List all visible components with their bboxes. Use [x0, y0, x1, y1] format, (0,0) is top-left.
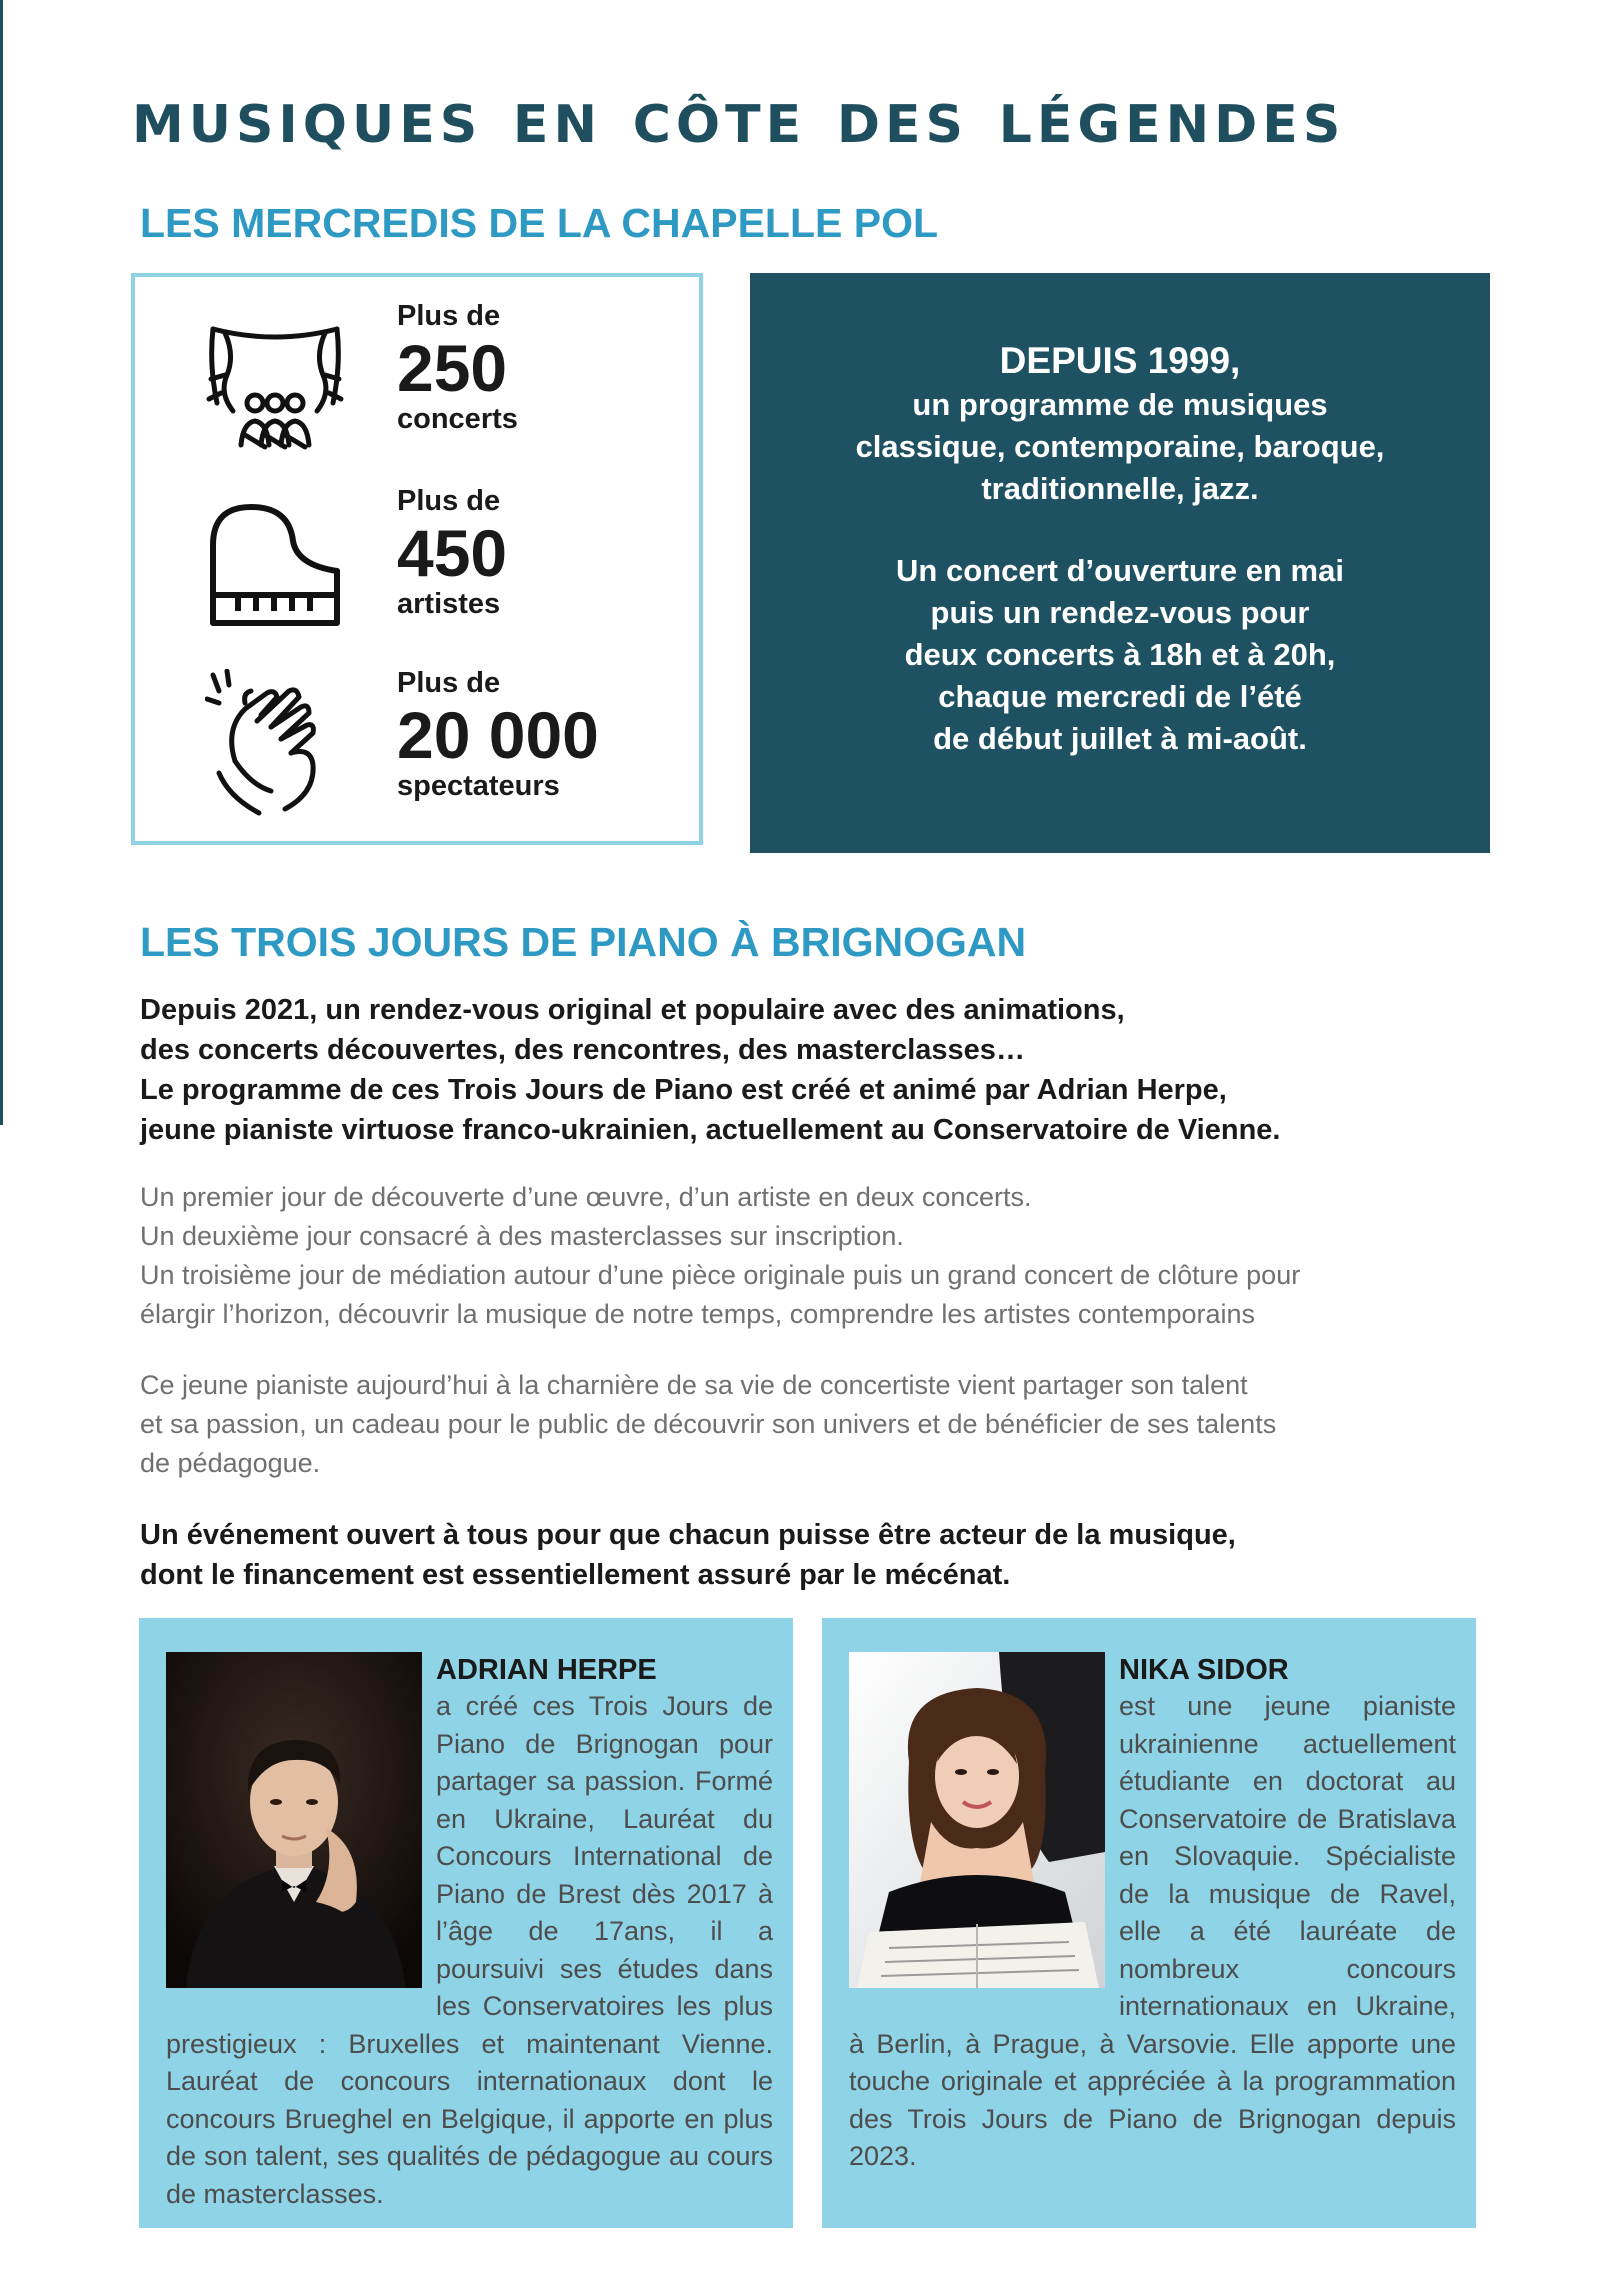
- stat-spectateurs: [397, 666, 599, 802]
- section-title-mercredis: LES MERCREDIS DE LA CHAPELLE POL: [140, 200, 939, 246]
- section-title-piano: LES TROIS JOURS DE PIANO À BRIGNOGAN: [140, 919, 1027, 965]
- days-paragraph: Un premier jour de découverte d’une œuvre, d’un artiste en deux concerts. Un deuxième jour consacré à des masterclasses sur inscription. Un troisième jour de médiation autour d’une pièce originale puis un grand concert de clôture pour élargir l’horizon, découvrir la musique de notre temps, comprendre les artistes contemporains: [140, 1182, 1301, 1329]
- nika-sidor-photo: [849, 1652, 1105, 1988]
- program-info-box: [750, 273, 1490, 853]
- adrian-herpe-photo: [166, 1652, 422, 1988]
- artist-card-adrian: [139, 1618, 793, 2228]
- left-edge-rule: [0, 0, 3, 1125]
- stats-box: [131, 273, 703, 845]
- stat-prefix: Plus de: [397, 300, 501, 332]
- artist-bio: a créé ces Trois Jours de Piano de Brignogan pour partager sa passion. Formé en Ukraine, Lauréat du Concours International de Piano de Brest dès 2017 à l’âge de 17ans, il a poursuivi ses études dans les Conservatoires les plus prestigieux : Bruxelles et maintenant Vienne. Lauréat de concours internationaux dont le concours Brueghel en Belgique, il apporte en plus de son talent, ses qualités de pédagogue au cours de masterclasses.: [166, 1691, 773, 2209]
- stat-artistes: [397, 484, 507, 620]
- stat-concerts: [397, 299, 518, 435]
- theater-stage-icon: [205, 315, 345, 455]
- program-schedule: Un concert d’ouverture en mai puis un rendez-vous pour deux concerts à 18h et à 20h, chaque mercredi de l’été de début juillet à mi-août.: [896, 553, 1344, 756]
- stat-value: 250: [397, 331, 508, 405]
- artist-card-nika: [822, 1618, 1476, 2228]
- pianist-paragraph: Ce jeune pianiste aujourd’hui à la charnière de sa vie de concertiste vient partager son talent et sa passion, un cadeau pour le public de découvrir son univers et de bénéficier de ses talents de pédagogue.: [140, 1370, 1277, 1478]
- page-title: musiques en côte des légendes: [132, 74, 1346, 160]
- program-genres: un programme de musiques classique, contemporaine, baroque, traditionnelle, jazz.: [855, 387, 1385, 506]
- stat-prefix: Plus de: [397, 485, 501, 517]
- stat-value: 20 000: [397, 698, 599, 772]
- stat-prefix: Plus de: [397, 667, 501, 699]
- grand-piano-icon: [205, 495, 345, 635]
- applause-hands-icon: [205, 669, 345, 819]
- open-event-paragraph: Un événement ouvert à tous pour que chacun puisse être acteur de la musique, dont le financement est essentiellement assuré par le mécénat.: [140, 1519, 1236, 1591]
- artist-name: ADRIAN HERPE: [436, 1654, 657, 1686]
- stat-value: 450: [397, 516, 508, 590]
- intro-paragraph: Depuis 2021, un rendez-vous original et populaire avec des animations, des concerts découvertes, des rencontres, des masterclasses… Le programme de ces Trois Jours de Piano est créé et animé par Adrian Herpe, jeune pianiste virtuose franco-ukrainien, actuellement au Conservatoire de Vienne.: [140, 994, 1281, 1146]
- stat-unit: artistes: [397, 588, 501, 620]
- stat-unit: spectateurs: [397, 770, 560, 802]
- stat-unit: concerts: [397, 403, 518, 435]
- artist-name: NIKA SIDOR: [1119, 1654, 1289, 1686]
- since-heading: DEPUIS 1999,: [999, 340, 1241, 381]
- artist-bio: est une jeune pianiste ukrainienne actuellement étudiante en doctorat au Conservatoire de Bratislava en Slovaquie. Spécialiste de la musique de Ravel, elle a été lauréate de nombreux concours internationaux en Ukraine, à Berlin, à Prague, à Varsovie. Elle apporte une touche originale et appréciée à la programmation des Trois Jours de Piano de Brignogan depuis 2023.: [849, 1691, 1456, 2171]
